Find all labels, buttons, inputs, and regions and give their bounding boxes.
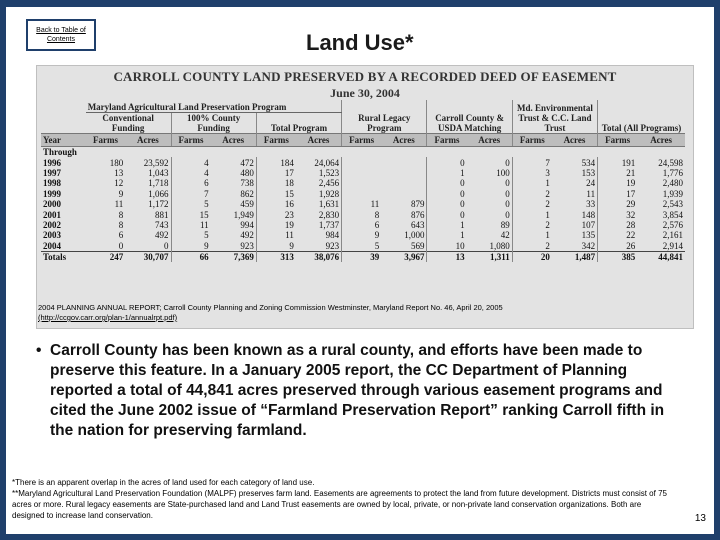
table-cell: 2,576 (662, 219, 683, 230)
total-program-header: Total Program (256, 113, 341, 134)
table-cell: 2 (512, 220, 552, 230)
subheader-row (41, 134, 685, 147)
conventional-funding-header: Conventional Funding (102, 113, 154, 133)
table-cell: 2 (512, 241, 552, 252)
table-cell: 1,928 (318, 188, 340, 199)
table-cell: 480 (240, 167, 254, 178)
acres-col-header: Acres (296, 134, 342, 147)
footnote-1: *There is an apparent overlap in the acres of land used for each category of land use. (12, 478, 315, 487)
table-cell: 9 (118, 188, 124, 199)
table-cell: 153 (581, 167, 596, 178)
year-cell: 2002 (43, 219, 61, 230)
table-cell: 0 (427, 199, 467, 209)
through-label: Through (43, 147, 77, 158)
table-cell: 3,967 (381, 251, 427, 262)
table-cell: 10 (427, 241, 467, 252)
table-cell: 23,592 (143, 157, 169, 168)
table-cell: 2,456 (318, 178, 340, 189)
table-cell: 2,830 (318, 209, 340, 220)
table-cell: 1,043 (148, 167, 169, 178)
table-cell: 38,076 (296, 251, 342, 262)
footnote-2: **Maryland Agricultural Land Preservation Foundation (MALPF) preserves farm land. Easements are agreements to protect the land from future development. Districts must consist of 75 acres or more. Rural legacy easements are State-purchased land and Land Trust easements are owned by local, private, or non-private land conservation organizations. Both are designed to increase land conservation. (12, 489, 667, 520)
table-cell: 17 (256, 168, 296, 178)
table-cell: 1,172 (148, 199, 169, 210)
table-row (41, 220, 685, 230)
table-cell: 0 (505, 199, 510, 210)
footnotes (12, 477, 702, 521)
year-cell: 2003 (43, 230, 61, 241)
table-cell: 313 (256, 251, 296, 262)
table-cell: 643 (410, 219, 425, 230)
table-cell: 184 (256, 157, 296, 167)
table-cell: 24 (586, 178, 596, 189)
table-cell: 1,949 (233, 209, 254, 220)
year-cell: 1996 (43, 157, 61, 168)
table-cell (381, 189, 427, 199)
table-cell: 19 (256, 220, 296, 230)
table-cell: 862 (240, 188, 254, 199)
table-cell: 2,543 (662, 199, 683, 210)
table-cell: 18 (256, 178, 296, 188)
table-cell: 1,066 (148, 188, 169, 199)
county-funding-header: 100% County Funding (171, 113, 256, 134)
table-cell: 24,064 (314, 157, 340, 168)
table-cell: 0 (427, 189, 467, 199)
table-cell: 148 (581, 209, 596, 220)
table-cell: 30,707 (125, 251, 171, 262)
table-row (41, 157, 685, 167)
table-row (41, 178, 685, 188)
table-cell: 0 (427, 178, 467, 188)
table-cell: 5 (171, 199, 211, 209)
table-cell: 7,369 (211, 251, 257, 262)
table-cell: 1,631 (318, 199, 340, 210)
table-cell: 39 (342, 251, 382, 262)
table-cell: 994 (240, 219, 254, 230)
table-cell: 9 (342, 230, 382, 240)
all-programs-header: Total (All Programs) (598, 100, 685, 134)
table-cell: 881 (155, 209, 169, 220)
year-header: Year (41, 134, 86, 147)
table-cell: 6 (171, 178, 211, 188)
table-cell: 191 (598, 157, 638, 167)
table-cell: 1 (512, 178, 552, 188)
table-cell: 1 (427, 230, 467, 240)
table-row (41, 199, 685, 209)
table-cell: 19 (598, 178, 638, 188)
table-row (41, 241, 685, 252)
table-cell: 876 (410, 209, 425, 220)
table-cell: 2,161 (662, 230, 683, 241)
table-cell: 135 (581, 230, 596, 241)
slide (6, 7, 714, 534)
table-cell: 107 (581, 219, 596, 230)
table-cell: 8 (118, 219, 124, 230)
table-cell (381, 178, 427, 188)
table-row (41, 230, 685, 240)
table-cell: 9 (171, 241, 211, 252)
table-cell: 0 (164, 240, 169, 251)
table-cell: 0 (505, 188, 510, 199)
table-cell: 13 (427, 251, 467, 262)
table-cell: 0 (427, 209, 467, 219)
table-cell: 1,523 (318, 167, 340, 178)
preservation-table-image (36, 65, 694, 329)
acres-col-header: Acres (552, 134, 598, 147)
table-cell: 1,000 (404, 230, 425, 241)
table-cell: 24,598 (658, 157, 683, 168)
table-cell: 21 (598, 168, 638, 178)
table-cell: 1 (427, 168, 467, 178)
table-cell: 28 (598, 220, 638, 230)
table-cell: 33 (586, 199, 596, 210)
table-cell: 1,487 (552, 251, 598, 262)
table-cell: 879 (410, 199, 425, 210)
totals-label: Totals (41, 251, 86, 262)
table-cell: 15 (171, 209, 211, 219)
table-cell: 11 (586, 188, 596, 199)
table-cell (342, 189, 382, 199)
year-cell: 1999 (43, 188, 61, 199)
table-cell: 569 (410, 240, 425, 251)
source-text: 2004 PLANNING ANNUAL REPORT; Carroll County Planning and Zoning Commission Westminster, Maryland Report No. 46, April 20, 2005 (38, 303, 503, 312)
through-row (41, 147, 685, 158)
usda-matching-header: Carroll County & USDA Matching (427, 100, 512, 134)
table-cell: 11 (342, 199, 382, 209)
farms-col-header: Farms (512, 134, 552, 147)
md-trust-header: Md. Environmental Trust & C.C. Land Trust (512, 100, 597, 134)
table-cell: 0 (427, 157, 467, 167)
table-cell: 534 (581, 157, 596, 168)
table-cell: 23 (256, 209, 296, 219)
table-cell: 1,718 (148, 178, 169, 189)
table-cell: 0 (505, 178, 510, 189)
table-cell: 5 (342, 241, 382, 252)
table-cell: 17 (598, 189, 638, 199)
table-cell: 923 (325, 240, 340, 251)
table-cell: 3 (512, 168, 552, 178)
table-cell: 180 (109, 157, 124, 168)
table-row (41, 168, 685, 178)
malpp-group-header: Maryland Agricultural Land Preservation Program (86, 100, 342, 113)
table-cell: 492 (240, 230, 254, 241)
table-cell: 342 (581, 240, 596, 251)
farms-col-header: Farms (427, 134, 467, 147)
table-cell: 3,854 (662, 209, 683, 220)
source-link[interactable]: (http://ccgov.carr.org/plan-1/annualrpt.pdf) (38, 313, 178, 322)
table-cell: 11 (114, 199, 124, 210)
table-cell: 1,080 (489, 240, 510, 251)
table-row (41, 209, 685, 219)
farms-col-header: Farms (598, 134, 638, 147)
table-cell: 492 (155, 230, 169, 241)
table-cell: 15 (256, 189, 296, 199)
table-cell: 385 (598, 251, 638, 262)
table-cell: 42 (500, 230, 510, 241)
table-cell (381, 157, 427, 167)
table-cell: 743 (155, 219, 169, 230)
table-cell (342, 168, 382, 178)
year-cell: 2000 (43, 199, 61, 210)
table-cell: 1 (427, 220, 467, 230)
table-cell: 1,776 (662, 167, 683, 178)
table-cell: 6 (342, 220, 382, 230)
table-cell: 2,914 (662, 240, 683, 251)
table-cell: 89 (500, 219, 510, 230)
table-cell: 100 (496, 167, 510, 178)
acres-col-header: Acres (211, 134, 257, 147)
table-cell: 472 (240, 157, 254, 168)
year-cell: 1998 (43, 178, 61, 189)
table-cell: 0 (505, 209, 510, 220)
table-cell: 32 (598, 209, 638, 219)
table-cell: 247 (86, 251, 126, 262)
farms-col-header: Farms (86, 134, 126, 147)
totals-row (41, 251, 685, 262)
table-cell: 2 (512, 199, 552, 209)
table-cell: 1 (512, 230, 552, 240)
table-cell: 22 (598, 230, 638, 240)
farms-col-header: Farms (171, 134, 211, 147)
farms-col-header: Farms (256, 134, 296, 147)
page-number: 13 (694, 513, 706, 524)
page-title: Land Use* (306, 30, 414, 55)
year-cell: 2001 (43, 209, 61, 220)
table-cell: 29 (598, 199, 638, 209)
year-cell: 1997 (43, 167, 61, 178)
source-citation (38, 303, 678, 323)
table-cell: 11 (171, 220, 211, 230)
table-cell: 8 (342, 209, 382, 219)
table-cell: 2 (512, 189, 552, 199)
table-cell: 0 (505, 157, 510, 168)
table-cell: 0 (118, 240, 124, 251)
rural-legacy-header: Rural Legacy Program (342, 100, 427, 134)
bullet-text: Carroll County has been known as a rural county, and efforts have been made to preserve this feature. In a January 2005 report, the CC Department of Planning reported a total of 44,841 acres preserved through various easement programs and cited the June 2002 issue of “Farmland Preservation Report” ranking Carroll fifth in the nation for preserving farmland. (50, 342, 665, 439)
table-cell: 9 (256, 241, 296, 252)
table-cell: 1 (512, 209, 552, 219)
table-cell: 1,311 (467, 251, 513, 262)
table-cell: 6 (118, 230, 124, 241)
table-cell: 459 (240, 199, 254, 210)
table-cell: 1,939 (662, 188, 683, 199)
table-row (41, 189, 685, 199)
table-cell: 1,737 (318, 219, 340, 230)
table-cell: 20 (512, 251, 552, 262)
preservation-table (41, 100, 685, 262)
table-cell: 16 (256, 199, 296, 209)
table-cell: 7 (171, 189, 211, 199)
table-cell: 2,480 (662, 178, 683, 189)
table-cell: 4 (171, 168, 211, 178)
table-cell: 923 (240, 240, 254, 251)
table-cell (342, 157, 382, 167)
table-cell: 5 (171, 230, 211, 240)
bullet-dot-icon: • (36, 342, 42, 359)
table-cell: 738 (240, 178, 254, 189)
table-cell (342, 178, 382, 188)
table-cell: 12 (114, 178, 124, 189)
back-to-contents-button[interactable]: Back to Table of Contents (26, 19, 96, 51)
acres-col-header: Acres (637, 134, 685, 147)
table-cell: 4 (171, 157, 211, 167)
table-cell (381, 168, 427, 178)
year-cell: 2004 (43, 240, 61, 251)
table-cell: 26 (598, 241, 638, 252)
farms-col-header: Farms (342, 134, 382, 147)
acres-col-header: Acres (125, 134, 171, 147)
table-cell: 984 (325, 230, 340, 241)
table-cell: 44,841 (637, 251, 685, 262)
table-cell: 11 (256, 230, 296, 240)
table-cell: 66 (171, 251, 211, 262)
table-title: CARROLL COUNTY LAND PRESERVED BY A RECORDED DEED OF EASEMENT (113, 69, 617, 84)
table-cell: 7 (512, 157, 552, 167)
acres-col-header: Acres (467, 134, 513, 147)
table-cell: 8 (118, 209, 124, 220)
table-date: June 30, 2004 (330, 86, 400, 100)
table-cell: 13 (114, 167, 124, 178)
acres-col-header: Acres (381, 134, 427, 147)
